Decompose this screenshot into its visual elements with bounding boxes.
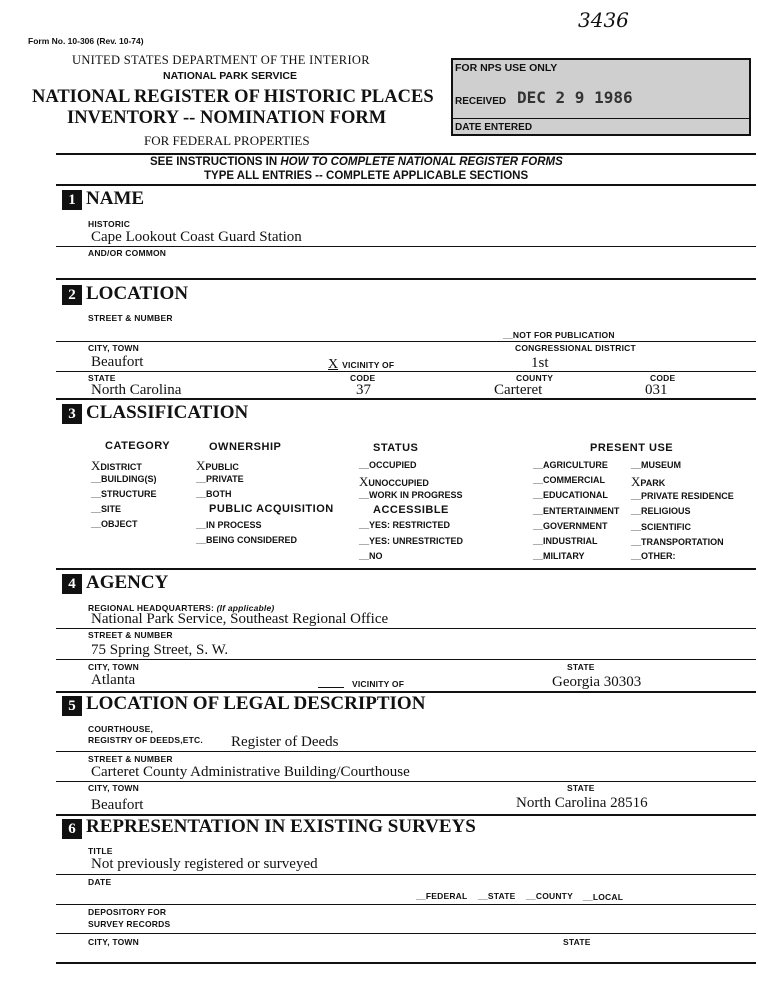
section-5-number: 5 [62,696,82,716]
category-site: __SITE [91,504,122,514]
not-for-publication-label: __NOT FOR PUBLICATION [503,330,615,340]
historic-name-value: Cape Lookout Coast Guard Station [91,229,302,245]
section-1-number: 1 [62,190,82,210]
common-name-label: AND/OR COMMON [88,248,167,258]
legal-state-value: North Carolina 28516 [516,795,648,811]
survey-date-field-line [56,904,756,905]
nps-use-only-label: FOR NPS USE ONLY [455,62,558,74]
instructions-line2: TYPE ALL ENTRIES -- COMPLETE APPLICABLE SECTIONS [204,170,529,182]
status-work-in-progress: __WORK IN PROGRESS [359,490,463,500]
agency-vicinity-label: VICINITY OF [352,679,405,689]
courthouse-value: Register of Deeds [231,734,339,750]
legal-city-label: CITY, TOWN [88,783,139,793]
section-3-title: CLASSIFICATION [86,402,249,423]
congressional-district-value: 1st [531,355,549,371]
received-label: RECEIVED [455,96,507,107]
use-commercial: __COMMERCIAL [533,475,606,485]
courthouse-label-line1: COURTHOUSE, [88,724,154,734]
survey-local: __LOCAL [583,892,624,902]
form-title-line2: INVENTORY -- NOMINATION FORM [67,108,387,128]
ownership-public-mark: X [196,458,206,473]
agency-city-value: Atlanta [91,672,136,688]
use-educational: __EDUCATIONAL [533,490,608,500]
use-religious: __RELIGIOUS [631,506,691,516]
section-4-title: AGENCY [86,572,169,593]
survey-city-label: CITY, TOWN [88,937,139,947]
agency-street-field-line [56,659,756,660]
form-number: Form No. 10-306 (Rev. 10-74) [28,36,144,46]
historic-field-line [56,246,756,247]
section-6-end-rule [56,962,756,964]
vicinity-label: VICINITY OF [342,360,395,370]
form-subtitle: FOR FEDERAL PROPERTIES [144,133,310,148]
congressional-district-label: CONGRESSIONAL DISTRICT [515,343,636,353]
legal-state-label: STATE [567,783,595,793]
survey-state-label: STATE [563,937,591,947]
use-park: XPARK [631,474,666,489]
category-heading: CATEGORY [105,440,171,452]
agency-street-label: STREET & NUMBER [88,630,173,640]
courthouse-label-line2: REGISTRY OF DEEDS,ETC. [88,735,203,745]
county-code-label: CODE [650,373,676,383]
depository-field-line [56,933,756,934]
category-district-mark: X [91,458,101,473]
accessible-heading: ACCESSIBLE [373,504,449,516]
public-acquisition-heading: PUBLIC ACQUISITION [209,503,334,515]
section-1-title: NAME [86,188,145,209]
acquisition-being-considered: __BEING CONSIDERED [196,535,298,545]
category-structure: __STRUCTURE [91,489,157,499]
use-scientific: __SCIENTIFIC [631,522,692,532]
section-2-number: 2 [62,285,82,305]
category-district: XDISTRICT [91,458,142,473]
agency-state-value: Georgia 30303 [552,674,642,690]
ownership-private: __PRIVATE [196,474,244,484]
section-4-number: 4 [62,574,82,594]
survey-county: __COUNTY [526,891,573,901]
department-name: UNITED STATES DEPARTMENT OF THE INTERIOR [72,53,370,67]
section-1-end-rule [56,278,756,280]
ownership-public: XPUBLIC [196,458,239,473]
service-name: NATIONAL PARK SERVICE [163,70,297,82]
status-heading: STATUS [373,442,419,454]
instructions-divider [56,184,756,186]
street-field-line [56,341,756,342]
legal-street-label: STREET & NUMBER [88,754,173,764]
nps-use-only-box [451,58,751,136]
agency-street-value: 75 Spring Street, S. W. [91,642,229,658]
historic-label: HISTORIC [88,219,131,229]
use-government: __GOVERNMENT [533,521,608,531]
use-agriculture: __AGRICULTURE [533,460,608,470]
status-unoccupied: XUNOCCUPIED [359,474,429,489]
survey-federal: __FEDERAL [416,891,468,901]
regional-field-line [56,628,756,629]
county-code-value: 031 [645,382,668,398]
use-industrial: __INDUSTRIAL [533,536,598,546]
survey-title-field-line [56,874,756,875]
legal-street-field-line [56,781,756,782]
depository-label-line1: DEPOSITORY FOR [88,907,167,917]
status-occupied: __OCCUPIED [359,460,417,470]
survey-title-label: TITLE [88,846,113,856]
use-private-residence: __PRIVATE RESIDENCE [631,491,734,501]
location-county-label: COUNTY [516,373,554,383]
category-buildings: __BUILDING(S) [91,474,157,484]
accessible-no: __NO [359,551,383,561]
location-city-label: CITY, TOWN [88,343,139,353]
regional-hq-label: REGIONAL HEADQUARTERS: (If applicable) [88,603,275,613]
section-3-end-rule [56,568,756,570]
date-entered-label: DATE ENTERED [455,122,533,133]
handwritten-reference-number: 3436 [578,8,629,32]
status-unoccupied-mark: X [359,474,369,489]
agency-city-label: CITY, TOWN [88,662,139,672]
legal-city-value: Beaufort [91,797,144,813]
courthouse-field-line [56,751,756,752]
use-transportation: __TRANSPORTATION [631,537,724,547]
ownership-heading: OWNERSHIP [209,441,282,453]
accessible-restricted: __YES: RESTRICTED [359,520,451,530]
received-date-stamp: DEC 2 9 1986 [517,88,633,107]
location-street-label: STREET & NUMBER [88,313,173,323]
use-military: __MILITARY [533,551,585,561]
form-title-line1: NATIONAL REGISTER OF HISTORIC PLACES [32,87,434,107]
city-field-line [56,371,756,372]
regional-hq-value: National Park Service, Southeast Regional Office [91,611,389,627]
nps-box-divider [453,118,749,119]
vicinity-checkmark: X [328,357,339,372]
location-state-value: North Carolina [91,382,182,398]
depository-label-line2: SURVEY RECORDS [88,919,171,929]
use-museum: __MUSEUM [631,460,682,470]
instructions-line1: SEE INSTRUCTIONS IN HOW TO COMPLETE NATIONAL REGISTER FORMS [150,156,563,168]
category-object: __OBJECT [91,519,138,529]
use-park-mark: X [631,474,641,489]
section-6-title: REPRESENTATION IN EXISTING SURVEYS [86,816,476,837]
ownership-both: __BOTH [196,489,232,499]
legal-street-value: Carteret County Administrative Building/Courthouse [91,764,410,780]
use-other: __OTHER: [631,551,676,561]
location-state-label: STATE [88,373,116,383]
acquisition-in-process: __IN PROCESS [196,520,262,530]
agency-vicinity-blank [318,687,344,688]
survey-date-label: DATE [88,877,112,887]
survey-title-value: Not previously registered or surveyed [91,856,318,872]
location-code-label: CODE [350,373,376,383]
location-city-value: Beaufort [91,354,144,370]
agency-state-label: STATE [567,662,595,672]
location-code-value: 37 [356,382,371,398]
use-entertainment: __ENTERTAINMENT [533,506,620,516]
section-3-number: 3 [62,404,82,424]
section-6-number: 6 [62,819,82,839]
section-2-end-rule [56,398,756,400]
location-county-value: Carteret [494,382,543,398]
header-divider [56,153,756,155]
section-5-title: LOCATION OF LEGAL DESCRIPTION [86,693,426,714]
present-use-heading: PRESENT USE [590,442,674,454]
survey-state: __STATE [478,891,516,901]
section-2-title: LOCATION [86,283,189,304]
accessible-unrestricted: __YES: UNRESTRICTED [359,536,464,546]
